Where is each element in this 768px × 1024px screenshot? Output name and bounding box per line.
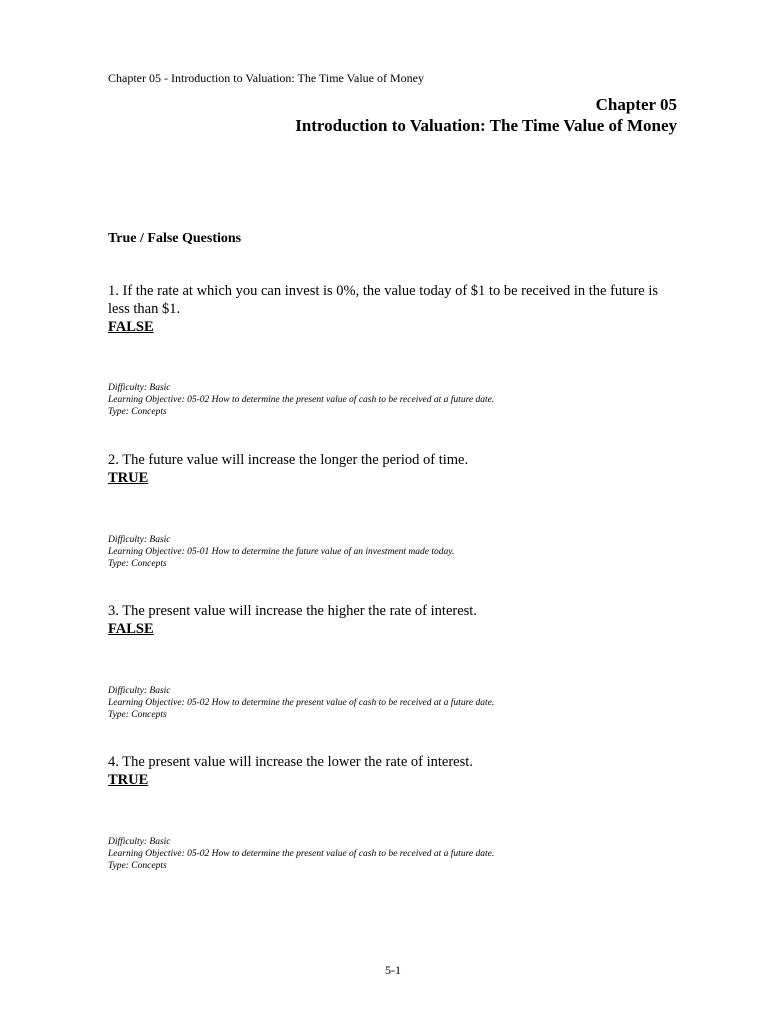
type-label: Type: Concepts xyxy=(108,861,167,871)
running-header: Chapter 05 - Introduction to Valuation: The Time Value of Money xyxy=(108,71,424,85)
learning-objective-label: Learning Objective: 05-01 How to determine the future value of an investment made today. xyxy=(108,547,455,557)
chapter-number: Chapter 05 xyxy=(595,95,677,114)
learning-objective-label: Learning Objective: 05-02 How to determine the present value of cash to be received at a future date. xyxy=(108,395,495,405)
question-answer: TRUE xyxy=(108,470,149,486)
type-label: Type: Concepts xyxy=(108,407,167,417)
chapter-title: Introduction to Valuation: The Time Value of Money xyxy=(295,116,677,135)
question-answer: FALSE xyxy=(108,621,154,637)
question-2-metadata xyxy=(108,534,708,570)
learning-objective-label: Learning Objective: 05-02 How to determine the present value of cash to be received at a future date. xyxy=(108,698,495,708)
question-3 xyxy=(108,602,678,638)
difficulty-label: Difficulty: Basic xyxy=(108,535,171,545)
difficulty-label: Difficulty: Basic xyxy=(108,383,171,393)
type-label: Type: Concepts xyxy=(108,710,167,720)
question-4-metadata xyxy=(108,836,708,872)
page-number: 5-1 xyxy=(385,963,401,977)
question-3-metadata xyxy=(108,685,708,721)
question-text: 1. If the rate at which you can invest is 0%, the value today of $1 to be received in the future is less than $1. xyxy=(108,283,659,317)
question-4 xyxy=(108,753,678,789)
type-label: Type: Concepts xyxy=(108,559,167,569)
section-heading: True / False Questions xyxy=(108,231,242,246)
question-2 xyxy=(108,451,678,487)
difficulty-label: Difficulty: Basic xyxy=(108,686,171,696)
question-1 xyxy=(108,282,678,336)
question-text: 2. The future value will increase the longer the period of time. xyxy=(108,452,469,468)
question-answer: FALSE xyxy=(108,319,154,335)
difficulty-label: Difficulty: Basic xyxy=(108,837,171,847)
learning-objective-label: Learning Objective: 05-02 How to determine the present value of cash to be received at a future date. xyxy=(108,849,495,859)
question-1-metadata xyxy=(108,382,708,418)
question-answer: TRUE xyxy=(108,772,149,788)
question-text: 3. The present value will increase the higher the rate of interest. xyxy=(108,603,477,619)
chapter-title-block xyxy=(295,94,677,136)
question-text: 4. The present value will increase the lower the rate of interest. xyxy=(108,754,473,770)
